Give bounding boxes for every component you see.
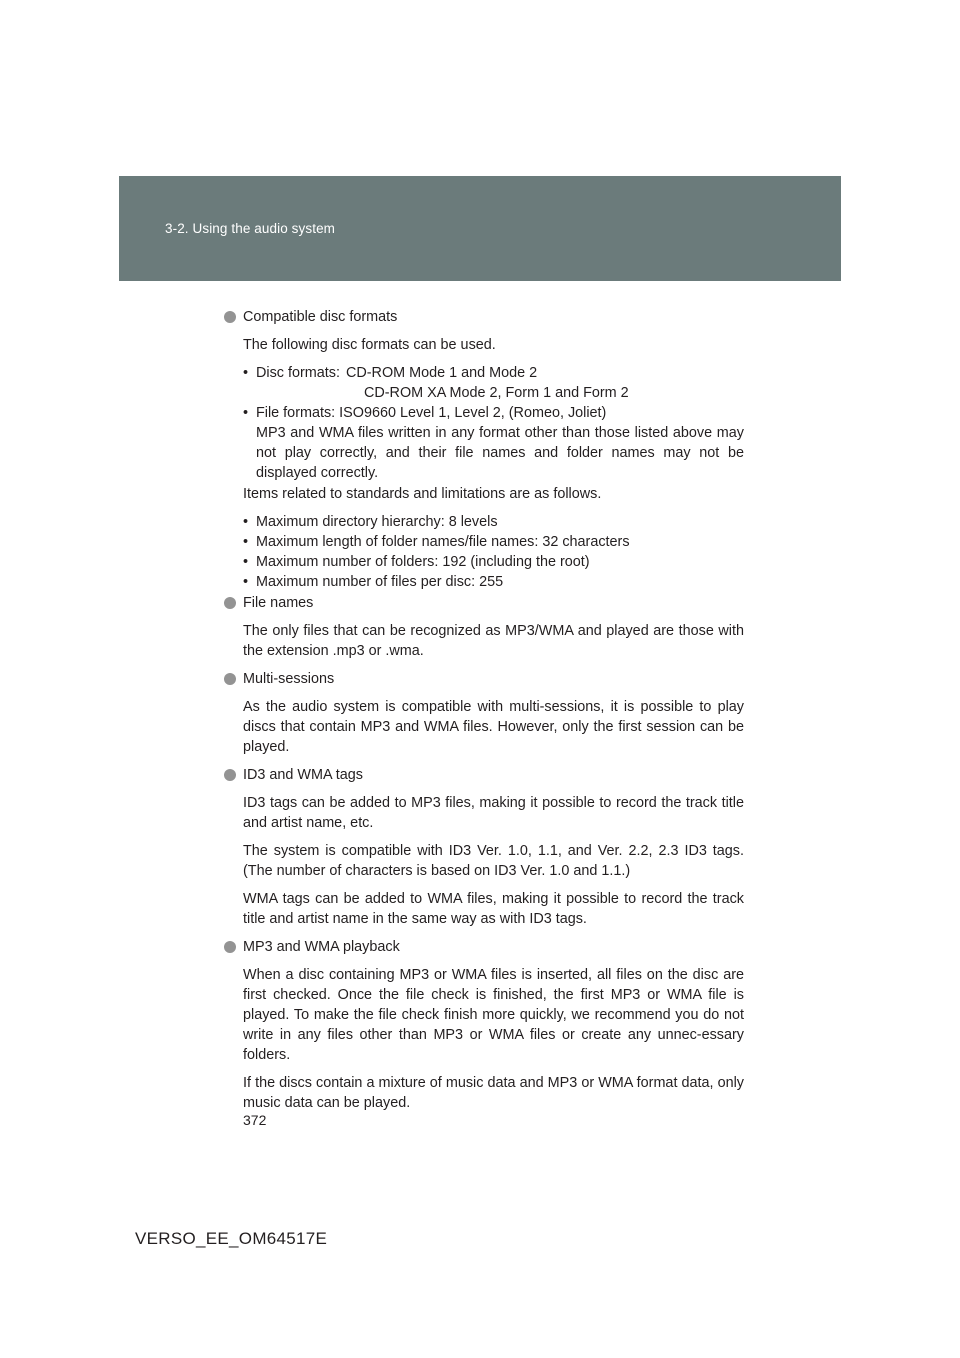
paragraph: The only files that can be recognized as MP3/WMA and played are those with the extension .mp3 or .wma. (243, 623, 744, 659)
format-list (223, 363, 744, 483)
paragraph: Items related to standards and limitations are as follows. (243, 486, 602, 502)
page-content (223, 307, 744, 1113)
disc-format-value: CD-ROM XA Mode 2, Form 1 and Form 2 (363, 385, 629, 401)
list-dot: • (243, 365, 249, 381)
list-item: • Maximum length of folder names/file names: 32 characters (243, 534, 630, 550)
file-formats-note: MP3 and WMA files written in any format other than those listed above may not play correctly, and their file names and folder names may not be displayed correctly. (256, 425, 744, 481)
bullet-icon (224, 769, 236, 781)
paragraph: ID3 tags can be added to MP3 files, making it possible to record the track title and artist name, etc. (243, 795, 744, 831)
list-item: • Maximum number of files per disc: 255 (243, 574, 504, 590)
bullet-icon (224, 597, 236, 609)
bullet-heading: MP3 and WMA playback (223, 937, 744, 957)
disc-format-value: CD-ROM Mode 1 and Mode 2 (345, 365, 538, 381)
limits-list (223, 512, 744, 592)
paragraph: When a disc containing MP3 or WMA files is inserted, all files on the disc are first checked. Once the file check is finished, the first MP3 or WMA file is played. To make the file check finish more quickly, we recommend you do not write in any files other than MP3 or WMA files or create any unnec-essary folders. (243, 967, 744, 1063)
bullet-heading: Multi-sessions (223, 669, 744, 689)
bullet-heading: File names (223, 593, 744, 613)
paragraph: If the discs contain a mixture of music data and MP3 or WMA format data, only music data can be played. (243, 1075, 744, 1111)
list-dot: • (243, 405, 249, 421)
bullet-icon (224, 673, 236, 685)
list-item (243, 363, 744, 403)
paragraph: The system is compatible with ID3 Ver. 1.0, 1.1, and Ver. 2.2, 2.3 ID3 tags. (The number of characters is based on ID3 Ver. 1.0 and 1.1.) (243, 843, 744, 879)
bullet-icon (224, 941, 236, 953)
section-title: 3-2. Using the audio system (165, 221, 336, 236)
list-item (243, 403, 744, 483)
disc-formats-label: Disc formats: (256, 365, 340, 381)
bullet-heading: ID3 and WMA tags (223, 765, 744, 785)
paragraph: As the audio system is compatible with multi-sessions, it is possible to play discs that contain MP3 and WMA files. However, only the first session can be played. (243, 699, 744, 755)
page-number: 372 (243, 1112, 267, 1128)
list-item: • Maximum number of folders: 192 (including the root) (243, 554, 590, 570)
document-code: VERSO_EE_OM64517E (135, 1229, 328, 1248)
paragraph: WMA tags can be added to WMA files, making it possible to record the track title and artist name in the same way as with ID3 tags. (243, 891, 744, 927)
list-item: • Maximum directory hierarchy: 8 levels (243, 514, 498, 530)
bullet-heading: Compatible disc formats (223, 307, 744, 327)
bullet-icon (224, 311, 236, 323)
file-formats: File formats: ISO9660 Level 1, Level 2, (Romeo, Joliet) (256, 405, 607, 421)
paragraph: The following disc formats can be used. (243, 337, 496, 353)
